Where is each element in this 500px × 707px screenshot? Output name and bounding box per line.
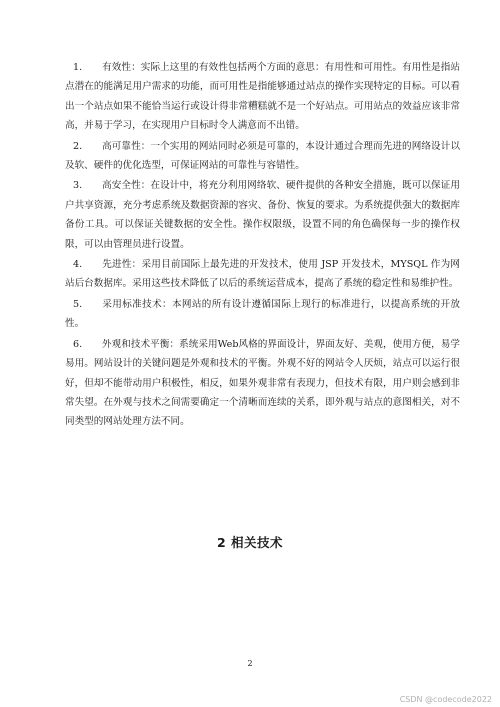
list-number: 1. <box>73 62 83 73</box>
list-number: 2. <box>73 140 83 152</box>
watermark: CSDN @codecode2022 <box>399 695 492 704</box>
list-item-text: 先进性：采用目前国际上最先进的开发技术，使用 JSP 开发技术，MYSQL 作为网站后台数据库。采用这些技术降低了以后的系统运营成本，提高了系统的稳定性和易维护性。 <box>65 259 460 290</box>
list-item-reliability <box>65 137 460 176</box>
list-item-text: 高可靠性：一个实用的网站同时必须是可靠的，本设计通过合理而先进的网络设计以及软、硬件的优化选型，可保证网站的可靠性与容错性。 <box>65 140 460 172</box>
section-heading: 2 相关技术 <box>216 535 284 550</box>
list-item-text: 有效性：实际上这里的有效性包括两个方面的意思：有用性和可用性。有用性是指站点潜在的能满足用户需求的功能，而可用性是指能够通过站点的操作实现特定的目标。可以看出一个站点如果不能恰当运行或设计得非常糟糕就不是一个好站点。可用站点的效益应该非常高，并易于学习，在实现用户目标时令人满意而不出错。 <box>65 62 460 132</box>
list-item-text: 高安全性：在设计中，将充分利用网络软、硬件提供的各种安全措施，既可以保证用户共享资源，充分考虑系统及数据资源的容灾、备份、恢复的要求。为系统提供强大的数据库备份工具。可以保证关键数据的安全性。操作权限级，设置不同的角色确保每一步的操作权限，可以由管理员进行设置。 <box>65 180 460 250</box>
list-item-advancement <box>65 255 460 294</box>
page-number: 2 <box>247 659 253 668</box>
list-item-text: 采用标准技术：本网站的所有设计遵循国际上现行的标准进行，以提高系统的开放性。 <box>65 298 460 330</box>
list-number: 5. <box>73 298 83 310</box>
list-item-effectiveness <box>65 58 460 136</box>
list-item-standards <box>65 295 460 334</box>
body-text <box>65 58 460 433</box>
list-item-security <box>65 176 460 254</box>
list-number: 6. <box>73 338 83 350</box>
list-number: 3. <box>73 180 83 192</box>
list-item-balance <box>65 335 460 432</box>
list-number: 4. <box>73 259 83 271</box>
list-item-text: 外观和技术平衡：系统采用Web风格的界面设计，界面友好、美观，使用方便，易学易用。网站设计的关键问题是外观和技术的平衡。外观不好的网站令人厌烦，站点可以运行很好，但却不能带动用户积极性，相反，如果外观非常有表现力，但技术有限，用户则会感到非常失望。在外观与技术之间需要确定一个清晰而连续的关系，即外观与站点的意图相关，对不同类型的网站处理方法不同。 <box>65 338 460 428</box>
